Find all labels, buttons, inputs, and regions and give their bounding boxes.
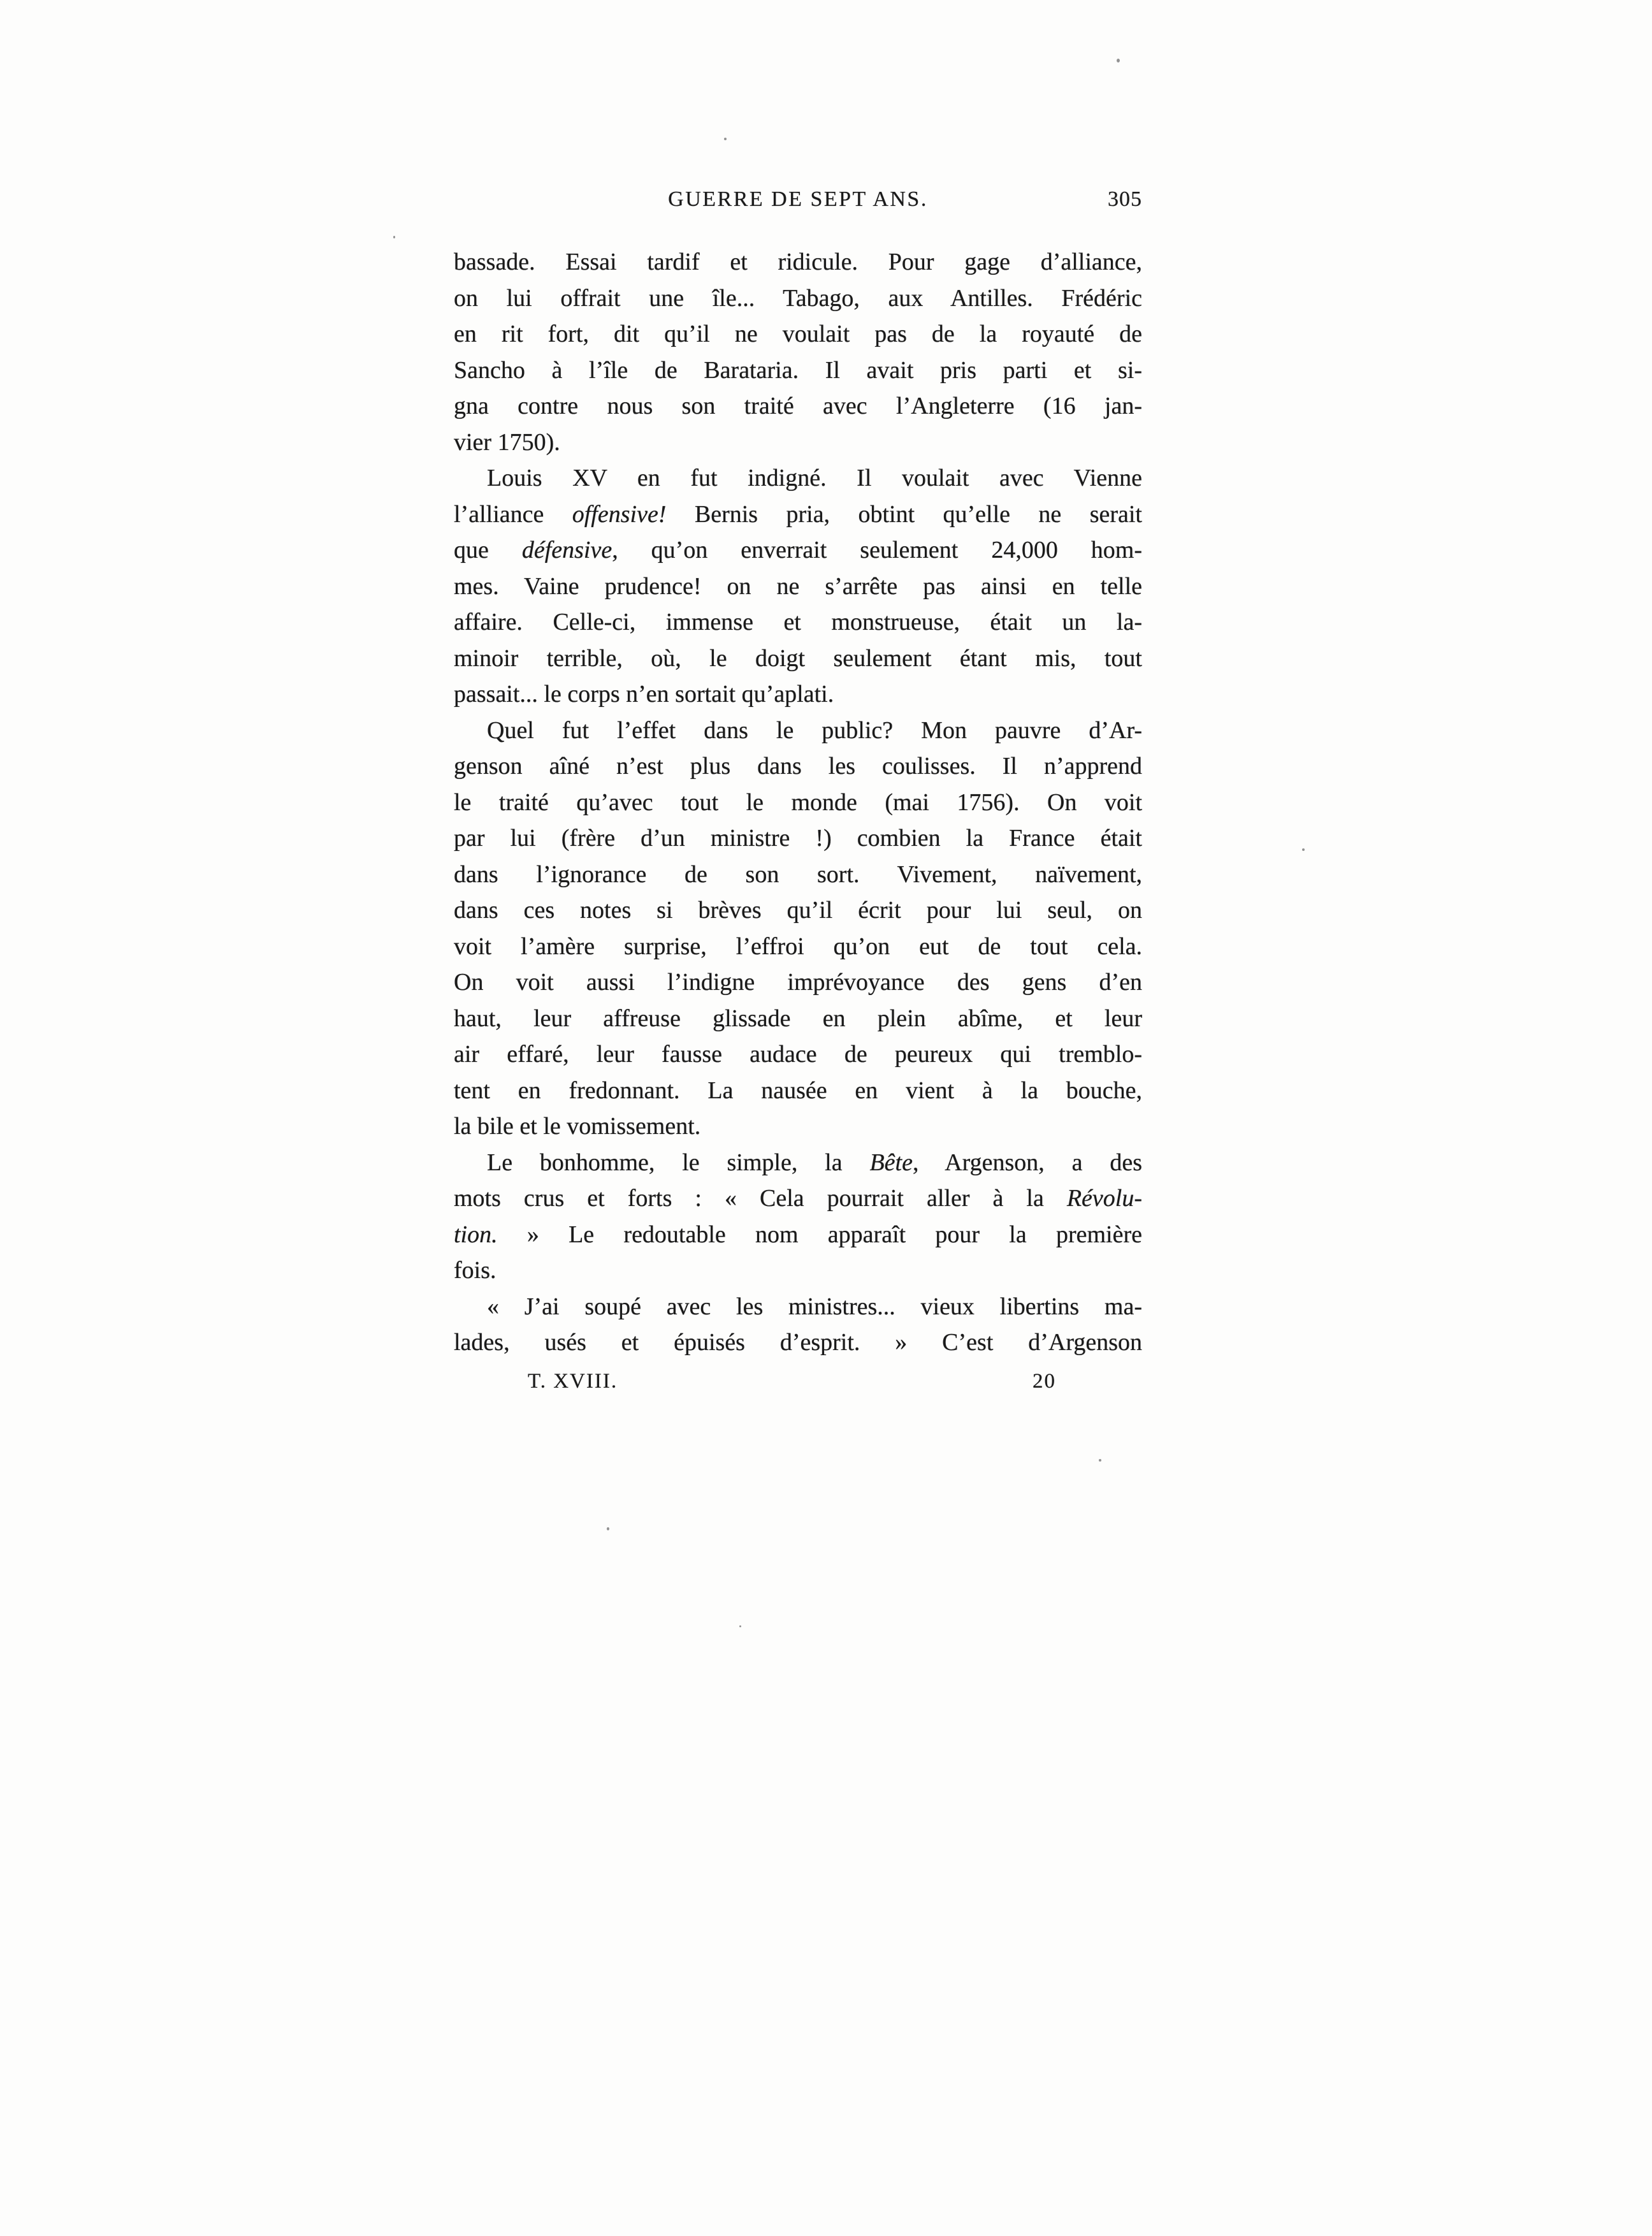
text-run: Quel fut l’effet dans le public? Mon pauvre d’Ar-: [487, 716, 1142, 744]
text-run: On voit aussi l’indigne imprévoyance des gens d’en: [454, 969, 1142, 996]
text-run: par lui (frère d’un ministre !) combien la France était: [454, 825, 1142, 852]
text-run: vier 1750).: [454, 428, 560, 456]
scan-speck: [393, 236, 395, 238]
text-run: mes. Vaine prudence! on ne s’arrête pas ainsi en telle: [454, 572, 1142, 600]
text-run: » Le redoutable nom apparaît pour la première: [497, 1221, 1142, 1248]
text-run: Louis XV en fut indigné. Il voulait avec Vienne: [487, 465, 1142, 491]
text-line: [454, 785, 1142, 821]
text-line: [454, 1108, 1142, 1145]
text-line: [454, 460, 1142, 497]
text-run: lades, usés et épuisés d’esprit. » C’est d’Argenson: [454, 1329, 1142, 1356]
text-line: [454, 569, 1142, 605]
text-line: [454, 388, 1142, 425]
text-run: minoir terrible, où, le doigt seulement étant mis, tout: [454, 644, 1142, 672]
text-run: la bile et le vomissement.: [454, 1113, 701, 1140]
scan-speck: [724, 138, 727, 140]
text-run: en rit fort, dit qu’il ne voulait pas de la royauté de: [454, 321, 1142, 347]
italic-text-run: Révolu-: [1066, 1185, 1142, 1212]
text-line: [454, 857, 1142, 893]
text-run: « J’ai soupé avec les ministres... vieux libertins ma-: [487, 1293, 1142, 1320]
text-run: , qu’on enverrait seulement 24,000 hom-: [612, 537, 1142, 563]
body-text: [454, 244, 1142, 1361]
italic-text-run: offensive!: [572, 500, 667, 528]
text-line: [454, 641, 1142, 677]
text-run: Le bonhomme, le simple, la: [487, 1149, 870, 1176]
text-run: voit l’amère surprise, l’effroi qu’on eut de tout cela.: [454, 933, 1142, 960]
text-line: [454, 1289, 1142, 1325]
scan-speck: [1099, 1459, 1101, 1462]
text-run: gna contre nous son traité avec l’Angleterre (16 jan-: [454, 393, 1142, 419]
text-run: Bernis pria, obtint qu’elle ne serait: [666, 500, 1142, 528]
text-line: [454, 280, 1142, 317]
text-run: passait... le corps n’en sortait qu’aplati.: [454, 681, 834, 708]
text-line: [454, 352, 1142, 389]
text-line: [454, 425, 1142, 461]
text-run: Sancho à l’île de Barataria. Il avait pris parti et si-: [454, 356, 1142, 384]
running-title: GUERRE DE SEPT ANS.: [668, 187, 928, 211]
italic-text-run: défensive: [521, 537, 612, 563]
text-run: bassade. Essai tardif et ridicule. Pour gage d’alliance,: [454, 249, 1142, 275]
page-footer: [454, 1368, 1142, 1397]
text-run: tent en fredonnant. La nausée en vient à la bouche,: [454, 1077, 1142, 1104]
text-line: [454, 1145, 1142, 1181]
volume-label: T. XVIII.: [528, 1370, 618, 1393]
text-line: [454, 497, 1142, 533]
text-run: l’alliance: [454, 500, 572, 528]
text-line: [454, 1252, 1142, 1289]
text-line: [454, 713, 1142, 749]
text-line: [454, 748, 1142, 785]
text-run: dans ces notes si brèves qu’il écrit pour lui seul, on: [454, 897, 1142, 924]
scan-speck: [1117, 59, 1120, 62]
text-line: [454, 929, 1142, 965]
text-line: [454, 820, 1142, 857]
text-run: haut, leur affreuse glissade en plein abîme, et leur: [454, 1005, 1142, 1032]
text-run: , Argenson, a des: [912, 1149, 1142, 1176]
italic-text-run: Bête: [869, 1149, 913, 1176]
text-run: on lui offrait une île... Tabago, aux Antilles. Frédéric: [454, 284, 1142, 312]
text-line: [454, 604, 1142, 641]
text-line: [454, 244, 1142, 280]
running-head: [454, 186, 1142, 215]
text-run: dans l’ignorance de son sort. Vivement, naïvement,: [454, 860, 1142, 888]
text-line: [454, 1180, 1142, 1217]
text-line: [454, 964, 1142, 1001]
scan-speck: [1302, 848, 1305, 851]
text-line: [454, 676, 1142, 713]
text-run: que: [454, 537, 522, 563]
scan-speck: [607, 1527, 609, 1530]
text-line: [454, 316, 1142, 352]
text-run: air effaré, leur fausse audace de peureux qui tremblo-: [454, 1041, 1142, 1068]
text-run: le traité qu’avec tout le monde (mai 1756). On voit: [454, 788, 1142, 816]
text-run: affaire. Celle-ci, immense et monstrueuse, était un la-: [454, 609, 1142, 635]
text-line: [454, 1036, 1142, 1073]
sheet-number: 20: [1032, 1370, 1056, 1393]
scan-speck: [739, 1625, 741, 1627]
text-run: fois.: [454, 1257, 496, 1284]
text-line: [454, 532, 1142, 569]
text-line: [454, 892, 1142, 929]
text-line: [454, 1217, 1142, 1253]
text-line: [454, 1325, 1142, 1361]
page-number: 305: [1108, 187, 1142, 211]
text-line: [454, 1073, 1142, 1109]
text-run: genson aîné n’est plus dans les coulisses. Il n’apprend: [454, 753, 1142, 780]
italic-text-run: tion.: [454, 1221, 498, 1248]
text-run: mots crus et forts : « Cela pourrait aller à la: [454, 1185, 1067, 1212]
text-line: [454, 1001, 1142, 1037]
